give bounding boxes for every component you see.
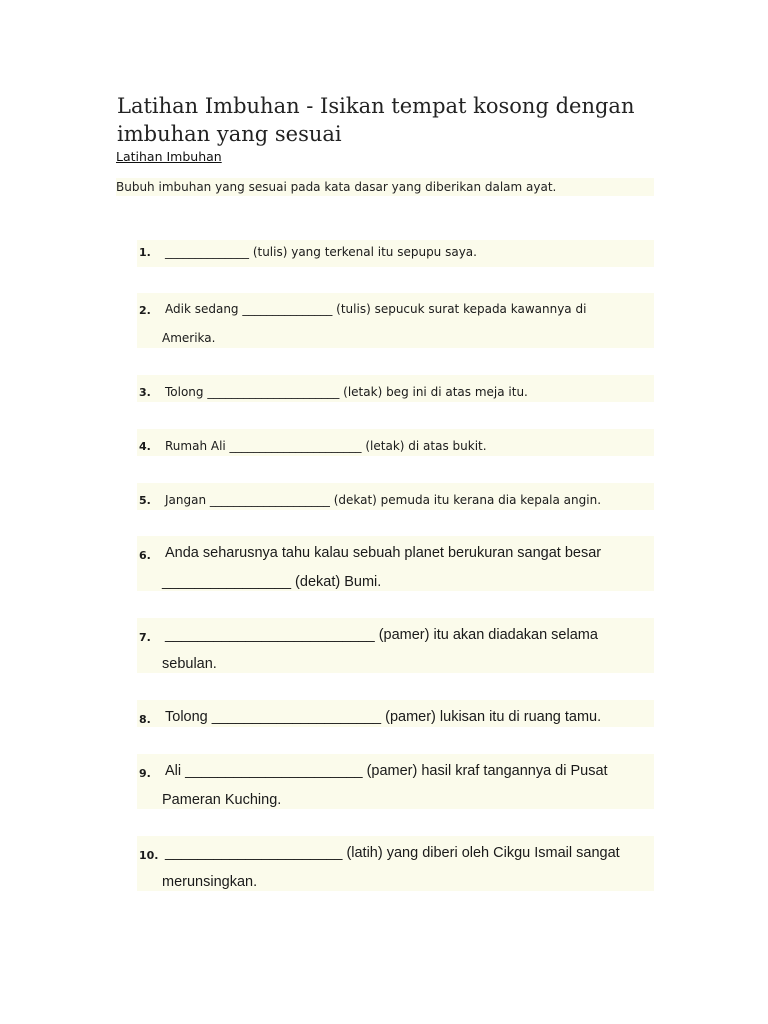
question-text: Rumah Ali ______________________ (letak) di atas bukit. — [165, 439, 487, 453]
question-number: 10. — [139, 849, 159, 862]
question-item — [137, 618, 654, 673]
question-item — [137, 293, 654, 348]
question-number: 3. — [139, 386, 151, 399]
question-item — [137, 536, 654, 591]
question-text-continued: merunsingkan. — [162, 874, 258, 890]
question-item — [137, 700, 654, 727]
question-item — [137, 429, 654, 456]
question-number: 1. — [139, 246, 151, 259]
question-text: Anda seharusnya tahu kalau sebuah planet berukuran sangat besar — [165, 545, 602, 561]
question-item — [137, 375, 654, 402]
question-item — [137, 483, 654, 510]
question-text: Adik sedang _______________ (tulis) sepucuk surat kepada kawannya di — [165, 302, 587, 316]
question-text-continued: sebulan. — [162, 656, 217, 672]
question-text-continued: Amerika. — [162, 331, 216, 345]
question-text: Ali ______________________ (pamer) hasil kraf tangannya di Pusat — [165, 763, 608, 779]
question-text: Tolong _____________________ (pamer) lukisan itu di ruang tamu. — [165, 709, 602, 725]
question-item — [137, 240, 654, 267]
question-text-continued: ________________ (dekat) Bumi. — [162, 574, 382, 590]
question-text: Tolong ______________________ (letak) beg ini di atas meja itu. — [165, 385, 528, 399]
question-number: 6. — [139, 549, 151, 562]
question-item — [137, 754, 654, 809]
question-text: ______________ (tulis) yang terkenal itu sepupu saya. — [165, 245, 477, 259]
question-number: 8. — [139, 713, 151, 726]
section-heading: Latihan Imbuhan — [116, 149, 222, 164]
question-text: __________________________ (pamer) itu akan diadakan selama — [165, 627, 598, 643]
question-number: 9. — [139, 767, 151, 780]
page-title: Latihan Imbuhan - Isikan tempat kosong dengan imbuhan yang sesuai — [117, 94, 635, 146]
question-text: Jangan ____________________ (dekat) pemuda itu kerana dia kepala angin. — [165, 493, 602, 507]
question-text: ______________________ (latih) yang diberi oleh Cikgu Ismail sangat — [165, 845, 620, 861]
question-text-continued: Pameran Kuching. — [162, 792, 282, 808]
question-item — [137, 836, 654, 891]
instruction-text: Bubuh imbuhan yang sesuai pada kata dasar yang diberikan dalam ayat. — [116, 178, 654, 196]
question-number: 7. — [139, 631, 151, 644]
question-number: 5. — [139, 494, 151, 507]
question-number: 2. — [139, 304, 151, 317]
question-number: 4. — [139, 440, 151, 453]
